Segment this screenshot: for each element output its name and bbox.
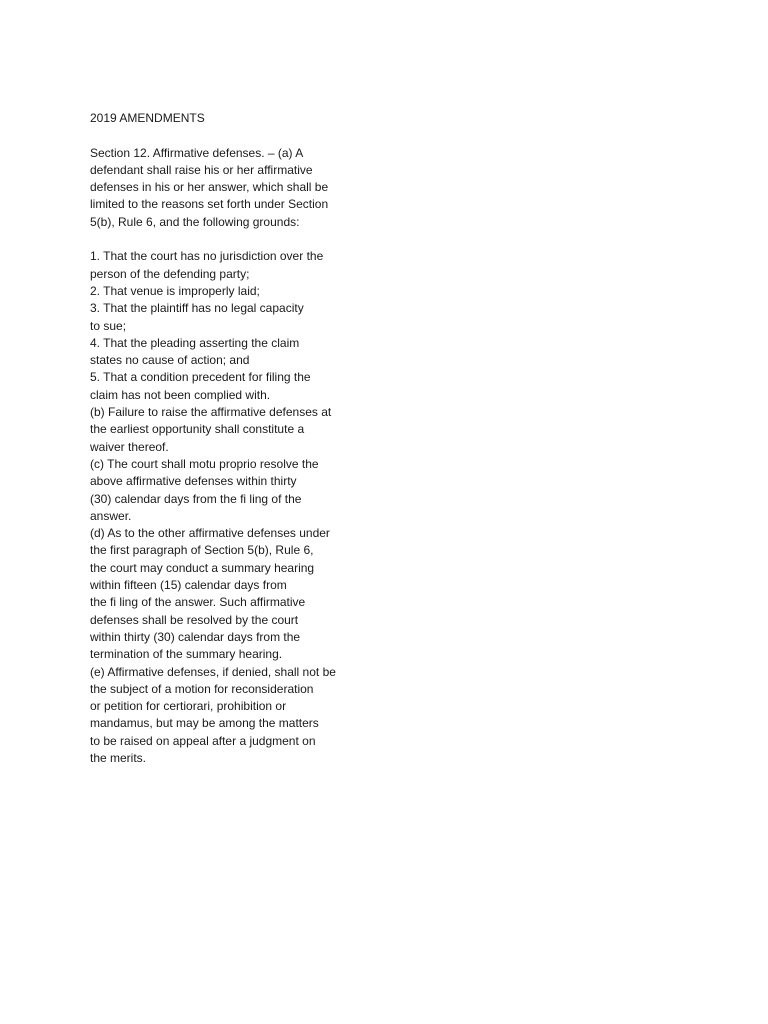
text-line: (d) As to the other affirmative defenses under bbox=[90, 526, 330, 541]
text-line: to be raised on appeal after a judgment on bbox=[90, 733, 316, 748]
text-line: 2. That venue is improperly laid; bbox=[90, 283, 260, 298]
text-line: Section 12. Affirmative defenses. – (a) A bbox=[90, 145, 304, 160]
text-line: waiver thereof. bbox=[90, 439, 169, 454]
text-line: 1. That the court has no jurisdiction over the bbox=[90, 249, 324, 264]
text-line: defenses in his or her answer, which shall be bbox=[90, 180, 329, 195]
text-line: (30) calendar days from the fi ling of the bbox=[90, 491, 302, 506]
text-line: (b) Failure to raise the affirmative defenses at bbox=[90, 405, 332, 420]
text-line: the first paragraph of Section 5(b), Rule 6, bbox=[90, 543, 314, 558]
text-line: above affirmative defenses within thirty bbox=[90, 474, 297, 489]
text-line: 5. That a condition precedent for filing the bbox=[90, 370, 311, 385]
text-line: termination of the summary hearing. bbox=[90, 647, 283, 662]
text-line: mandamus, but may be among the matters bbox=[90, 716, 319, 731]
text-line: person of the defending party; bbox=[90, 266, 250, 281]
text-line: limited to the reasons set forth under Section bbox=[90, 197, 329, 212]
text-line: the subject of a motion for reconsideration bbox=[90, 681, 314, 696]
text-line: 3. That the plaintiff has no legal capacity bbox=[90, 301, 304, 316]
text-line: within thirty (30) calendar days from the bbox=[90, 629, 301, 644]
text-line: defendant shall raise his or her affirmative bbox=[90, 162, 313, 177]
text-line: states no cause of action; and bbox=[90, 353, 250, 368]
document-heading: 2019 AMENDMENTS bbox=[90, 111, 205, 125]
text-line: the court may conduct a summary hearing bbox=[90, 560, 315, 575]
text-line: or petition for certiorari, prohibition or bbox=[90, 699, 287, 714]
intro-paragraph bbox=[90, 145, 380, 231]
text-line: 4. That the pleading asserting the claim bbox=[90, 335, 300, 350]
text-line: 5(b), Rule 6, and the following grounds: bbox=[90, 214, 300, 229]
text-line: the earliest opportunity shall constitute a bbox=[90, 422, 305, 437]
text-line: defenses shall be resolved by the court bbox=[90, 612, 299, 627]
grounds-and-subsections bbox=[90, 248, 380, 767]
text-line: claim has not been complied with. bbox=[90, 387, 271, 402]
text-line: within fifteen (15) calendar days from bbox=[90, 578, 287, 593]
document-page bbox=[90, 110, 380, 785]
text-line: to sue; bbox=[90, 318, 127, 333]
text-line: the fi ling of the answer. Such affirmative bbox=[90, 595, 306, 610]
text-line: the merits. bbox=[90, 750, 147, 765]
text-line: answer. bbox=[90, 508, 132, 523]
text-line: (c) The court shall motu proprio resolve the bbox=[90, 456, 319, 471]
text-line: (e) Affirmative defenses, if denied, shall not be bbox=[90, 664, 336, 679]
